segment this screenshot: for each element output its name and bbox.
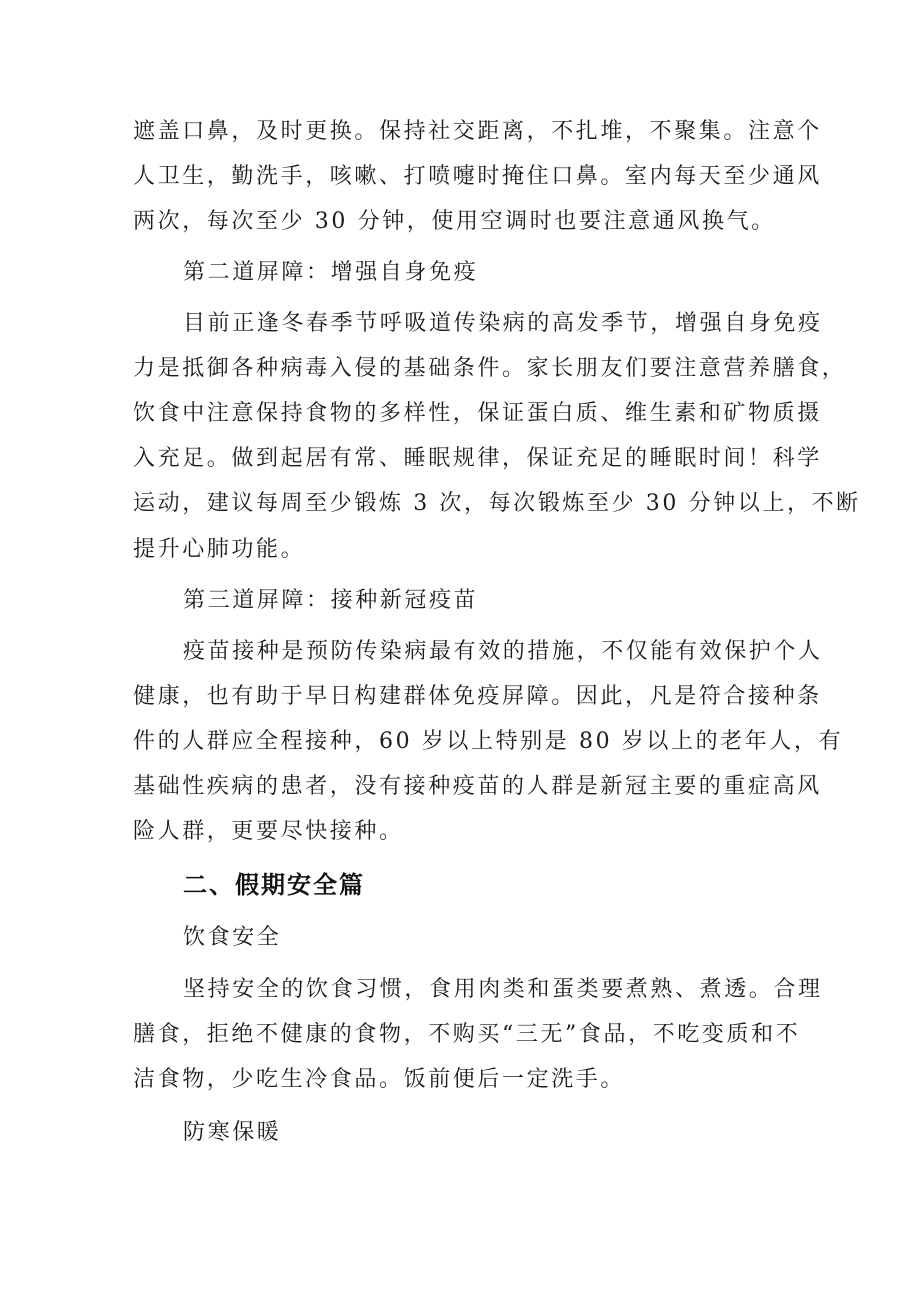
subheading-food-safety: 饮食安全 [183,925,282,950]
paragraph-line: 膳食，拒绝不健康的食物，不购买“三无”食品，不吃变质和不 [133,1022,801,1047]
paragraph-line: 疫苗接种是预防传染病最有效的措施，不仅能有效保护个人 [183,639,823,664]
paragraph-line: 力是抵御各种病毒入侵的基础条件。家长朋友们要注意营养膳食， [133,356,847,381]
subheading-barrier-2: 第二道屏障：增强自身免疫 [183,260,479,285]
paragraph-line: 基础性疾病的患者，没有接种疫苗的人群是新冠主要的重症高风 [133,774,822,799]
subheading-cold-protection: 防寒保暖 [183,1120,282,1145]
paragraph-line: 险人群，更要尽快接种。 [133,819,404,844]
paragraph-line: 饮食中注意保持食物的多样性，保证蛋白质、维生素和矿物质摄 [133,401,822,426]
section-heading: 二、假期安全篇 [183,871,365,899]
paragraph-line: 洁食物，少吃生冷食品。饭前便后一定洗手。 [133,1067,626,1092]
paragraph-line: 两次，每次至少 30 分钟，使用空调时也要注意通风换气。 [133,209,776,234]
paragraph-line: 健康，也有助于早日构建群体免疫屏障。因此，凡是符合接种条 [133,684,822,709]
paragraph-line: 坚持安全的饮食习惯，食用肉类和蛋类要煮熟、煮透。合理 [183,977,823,1002]
paragraph-line: 运动，建议每周至少锻炼 3 次，每次锻炼至少 30 分钟以上，不断 [133,491,861,516]
paragraph-line: 入充足。做到起居有常、睡眠规律，保证充足的睡眠时间！科学 [133,446,822,471]
paragraph-line: 人卫生，勤洗手，咳嗽、打喷嚏时掩住口鼻。室内每天至少通风 [133,164,822,189]
paragraph-line: 件的人群应全程接种，60 岁以上特别是 80 岁以上的老年人，有 [133,729,844,754]
paragraph-line: 提升心肺功能。 [133,537,306,562]
paragraph-line: 目前正逢冬春季节呼吸道传染病的高发季节，增强自身免疫 [183,311,823,336]
subheading-barrier-3: 第三道屏障：接种新冠疫苗 [183,588,479,613]
paragraph-line: 遮盖口鼻，及时更换。保持社交距离，不扎堆，不聚集。注意个 [133,119,822,144]
document-body [133,0,861,1145]
